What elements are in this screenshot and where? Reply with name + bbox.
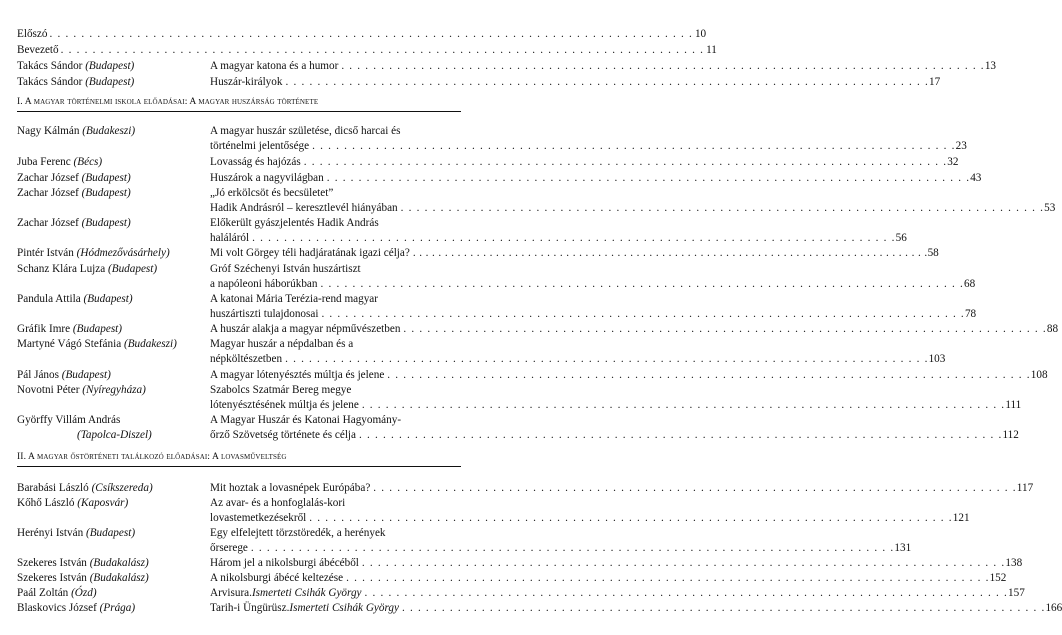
entry-title — [210, 322, 1059, 336]
dot-leader: . . . . . . . . . . . . . . . . . . . . . . . . . . . . . . . . . . . . . . . . . . . . . . . . . . . . . . . . . . . . . . . . . . . . . . . . . . . . . . . . . — [401, 602, 1046, 614]
dot-leader: . . . . . . . . . . . . . . . . . . . . . . . . . . . . . . . . . . . . . . . . . . . . . . . . . . . . . . . . . . . . . . . . . . . . . . . . . . . . . . . . . — [361, 557, 1006, 569]
author-location: (Nyíregyháza) — [82, 384, 146, 396]
author-name: Nagy Kálmán — [17, 125, 80, 137]
entry-author — [17, 526, 135, 540]
author-name: Gráfik Imre — [17, 323, 71, 335]
entry-author — [17, 75, 134, 89]
section-rule — [17, 111, 461, 112]
dot-leader: . . . . . . . . . . . . . . . . . . . . . . . . . . . . . . . . . . . . . . . . . . . . . . . . . . . . . . . . . . . . . . . . . . . . . . . . . . . . . . . . . — [326, 172, 971, 184]
entry-title — [210, 231, 907, 245]
title-reviewer: Ismerteti Csihák György — [251, 587, 362, 599]
entry-title — [210, 556, 1023, 570]
entry-title — [210, 526, 461, 540]
author-name: Pandula Attila — [17, 293, 81, 305]
title-text: népköltészetben — [210, 353, 283, 365]
title-text: A magyar huszár születése, dicső harcai és — [210, 125, 401, 137]
toc-entry — [17, 571, 1007, 585]
author-name: Szekeres István — [17, 557, 87, 569]
entry-title — [210, 337, 461, 351]
author-name: Kőhő László — [17, 497, 75, 509]
toc-entry — [17, 496, 461, 510]
dot-leader: . . . . . . . . . . . . . . . . . . . . . . . . . . . . . . . . . . . . . . . . . . . . . . . . . . . . . . . . . . . . . . . . . . . . . . . . . . . . . . . . . — [309, 512, 953, 524]
entry-author — [17, 571, 149, 585]
toc-entry-cont — [17, 307, 977, 321]
entry-author — [17, 246, 170, 260]
author-name: Zachar József — [17, 187, 79, 199]
author-name: Blaskovics József — [17, 602, 97, 614]
entry-title — [210, 277, 976, 291]
author-name: Herényi István — [17, 527, 84, 539]
title-text: Mi volt Görgey téli hadjáratának igazi célja? — [210, 247, 410, 259]
author-location: (Budapest) — [81, 187, 131, 199]
page-number: 68 — [964, 278, 976, 290]
entry-author — [17, 337, 177, 351]
entry-title — [210, 601, 1062, 615]
entry-title — [210, 216, 461, 230]
page-number: 56 — [895, 232, 907, 244]
toc-entry-cont — [17, 511, 970, 525]
toc-entry — [17, 186, 461, 200]
toc-entry — [17, 124, 461, 138]
entry-author — [17, 59, 134, 73]
page-number: 11 — [706, 44, 717, 56]
toc-entry — [17, 262, 461, 276]
entry-author — [17, 27, 707, 41]
page-number: 88 — [1046, 323, 1059, 335]
page-number: 78 — [964, 308, 977, 320]
entry-author-location — [17, 428, 152, 442]
page-number: 23 — [955, 140, 967, 152]
dot-leader: . . . . . . . . . . . . . . . . . . . . . . . . . . . . . . . . . . . . . . . . . . . . . . . . . . . . . . . . . . . . . . . . . . . . . . . . . . . . . . . . . — [403, 323, 1047, 335]
dot-leader: . . . . . . . . . . . . . . . . . . . . . . . . . . . . . . . . . . . . . . . . . . . . . . . . . . . . . . . . . . . . . . . . . . . . . . . . . . . . . . . . . — [364, 587, 1009, 599]
author-name: Takács Sándor — [17, 76, 83, 88]
title-text: Huszár-királyok — [210, 76, 283, 88]
entry-author — [17, 481, 153, 495]
entry-author — [17, 171, 131, 185]
entry-title — [210, 307, 977, 321]
title-text: őrző Szövetség története és célja — [210, 429, 356, 441]
dot-leader: . . . . . . . . . . . . . . . . . . . . . . . . . . . . . . . . . . . . . . . . . . . . . . . . . . . . . . . . . . . . . . . . . . . . . . . . . . . . . . . . . — [341, 60, 985, 72]
entry-title — [210, 262, 461, 276]
dot-leader: . . . . . . . . . . . . . . . . . . . . . . . . . . . . . . . . . . . . . . . . . . . . . . . . . . . . . . . . . . . . . . . . . . . . . . . . . . . . . . . . . — [49, 28, 693, 40]
dot-leader: . . . . . . . . . . . . . . . . . . . . . . . . . . . . . . . . . . . . . . . . . . . . . . . . . . . . . . . . . . . . . . . . . . . . . . . . . . . . . . . . . — [285, 76, 929, 88]
title-text: A huszár alakja a magyar népművészetben — [210, 323, 401, 335]
author-name: Pál János — [17, 369, 59, 381]
toc-entry-cont — [17, 277, 976, 291]
title-text: Tarih-i Üngürüsz. — [210, 602, 290, 614]
dot-leader: . . . . . . . . . . . . . . . . . . . . . . . . . . . . . . . . . . . . . . . . . . . . . . . . . . . . . . . . . . . . . . . . . . . . . . . . . . . . . . . . . — [412, 247, 928, 259]
section-rule — [17, 466, 461, 467]
toc-entry — [17, 383, 461, 397]
page-number: 117 — [1016, 482, 1034, 494]
title-text: Egy elfelejtett törzstöredék, a herények — [210, 527, 386, 539]
author-location: (Tapolca-Diszel) — [77, 429, 152, 441]
title-text: Lovasság és hajózás — [210, 156, 301, 168]
entry-title — [210, 246, 939, 260]
title-text: A nikolsburgi ábécé keltezése — [210, 572, 344, 584]
entry-author — [17, 601, 135, 615]
author-name: Zachar József — [17, 217, 79, 229]
toc-entry — [17, 337, 461, 351]
title-text: A magyar katona és a humor — [210, 60, 339, 72]
page-number: 138 — [1005, 557, 1023, 569]
entry-title — [210, 383, 461, 397]
title-text: lótenyésztésének múltja és jelene — [210, 399, 359, 411]
title-text: Szabolcs Szatmár Bereg megye — [210, 384, 352, 396]
title-text: Huszárok a nagyvilágban — [210, 172, 324, 184]
toc-entry — [17, 601, 1062, 615]
dot-leader: . . . . . . . . . . . . . . . . . . . . . . . . . . . . . . . . . . . . . . . . . . . . . . . . . . . . . . . . . . . . . . . . . . . . . . . . . . . . . . . . . — [60, 44, 705, 56]
page-number: 157 — [1008, 587, 1025, 599]
author-name: Novotni Péter — [17, 384, 80, 396]
page-number: 112 — [1002, 429, 1019, 441]
page-number: 10 — [694, 28, 707, 40]
dot-leader: . . . . . . . . . . . . . . . . . . . . . . . . . . . . . . . . . . . . . . . . . . . . . . . . . . . . . . . . . . . . . . . . . . . . . . . . . . . . . . . . . — [359, 429, 1003, 441]
author-name: Paál Zoltán — [17, 587, 69, 599]
author-location: (Csíkszereda) — [91, 482, 153, 494]
author-location: (Budapest) — [108, 263, 158, 275]
entry-title — [210, 496, 461, 510]
toc-entry — [17, 246, 939, 260]
author-name: Barabási László — [17, 482, 89, 494]
entry-author — [17, 43, 717, 57]
author-name: Pintér István — [17, 247, 74, 259]
title-text: Az avar- és a honfoglalás-kori — [210, 497, 346, 509]
entry-title — [210, 511, 970, 525]
title-text: huszártiszti tulajdonosai — [210, 308, 319, 320]
entry-title — [210, 139, 967, 153]
author-location: (Kaposvár) — [77, 497, 129, 509]
dot-leader: . . . . . . . . . . . . . . . . . . . . . . . . . . . . . . . . . . . . . . . . . . . . . . . . . . . . . . . . . . . . . . . . . . . . . . . . . . . . . . . . . — [252, 232, 896, 244]
author-location: (Budakalász) — [89, 572, 149, 584]
toc-entry-cont — [17, 398, 1022, 412]
title-reviewer: Ismerteti Csihák György — [289, 602, 399, 614]
toc-entry — [17, 526, 461, 540]
entry-title — [210, 428, 1019, 442]
entry-title — [210, 292, 461, 306]
toc-entry — [17, 155, 959, 169]
page-number: 111 — [1005, 399, 1022, 411]
title-text: A katonai Mária Terézia-rend magyar — [210, 293, 378, 305]
entry-author — [17, 262, 157, 276]
author-name: Juba Ferenc — [17, 156, 71, 168]
toc-entry — [17, 43, 717, 57]
entry-title — [210, 586, 1025, 600]
page-number: 166 — [1045, 602, 1062, 614]
title-text: őrserege — [210, 542, 248, 554]
author-location: (Budapest) — [83, 293, 133, 305]
section-heading: II. A magyar őstörténeti találkozó előadásai: A lovasműveltség — [17, 451, 287, 462]
toc-entry — [17, 171, 982, 185]
author-location: (Budapest) — [61, 369, 111, 381]
entry-title — [210, 201, 1056, 215]
toc-entry-cont — [17, 231, 907, 245]
author-location: (Budakeszi) — [123, 338, 177, 350]
title-text: Arvisura. — [210, 587, 252, 599]
entry-title — [210, 75, 941, 89]
toc-entry — [17, 413, 461, 427]
author-location: (Budapest) — [81, 172, 131, 184]
toc-entry-cont — [17, 352, 946, 366]
author-name: Bevezető — [17, 44, 59, 56]
dot-leader: . . . . . . . . . . . . . . . . . . . . . . . . . . . . . . . . . . . . . . . . . . . . . . . . . . . . . . . . . . . . . . . . . . . . . . . . . . . . . . . . . — [321, 308, 965, 320]
entry-author — [17, 413, 120, 427]
dot-leader: . . . . . . . . . . . . . . . . . . . . . . . . . . . . . . . . . . . . . . . . . . . . . . . . . . . . . . . . . . . . . . . . . . . . . . . . . . . . . . . . . — [250, 542, 895, 554]
entry-author — [17, 155, 102, 169]
page-number: 131 — [894, 542, 912, 554]
entry-title — [210, 481, 1034, 495]
author-name: Györffy Villám András — [17, 414, 121, 426]
toc-entry — [17, 292, 461, 306]
author-name: Előszó — [17, 28, 48, 40]
toc-entry-cont — [17, 541, 912, 555]
page-number: 108 — [1030, 369, 1048, 381]
title-text: A Magyar Huszár és Katonai Hagyomány- — [210, 414, 402, 426]
entry-title — [210, 368, 1048, 382]
toc-entry — [17, 75, 941, 89]
entry-title — [210, 571, 1007, 585]
entry-title — [210, 413, 461, 427]
entry-title — [210, 352, 946, 366]
entry-author — [17, 383, 146, 397]
author-location: (Prága) — [99, 602, 136, 614]
author-location: (Budapest) — [85, 76, 135, 88]
toc-entry — [17, 322, 1059, 336]
author-name: Takács Sándor — [17, 60, 83, 72]
entry-author — [17, 292, 133, 306]
title-text: a napóleoni háborúkban — [210, 278, 318, 290]
toc-entry — [17, 27, 707, 41]
toc-entry — [17, 368, 1048, 382]
entry-title — [210, 59, 996, 73]
entry-title — [210, 398, 1022, 412]
dot-leader: . . . . . . . . . . . . . . . . . . . . . . . . . . . . . . . . . . . . . . . . . . . . . . . . . . . . . . . . . . . . . . . . . . . . . . . . . . . . . . . . . — [303, 156, 948, 168]
author-location: (Budapest) — [81, 217, 131, 229]
toc-entry — [17, 586, 1025, 600]
entry-author — [17, 124, 135, 138]
entry-author — [17, 322, 122, 336]
title-text: történelmi jelentősége — [210, 140, 310, 152]
title-text: „Jó erkölcsöt és becsületet” — [210, 187, 334, 199]
section-heading: I. A magyar történelmi iskola előadásai: A magyar huszárság története — [17, 96, 319, 107]
title-text: haláláról — [210, 232, 250, 244]
entry-author — [17, 496, 128, 510]
title-text: lovastemetkezésekről — [210, 512, 307, 524]
author-location: (Budapest) — [72, 323, 123, 335]
page-number: 13 — [984, 60, 996, 72]
toc-entry-cont — [17, 139, 967, 153]
page-number: 121 — [952, 512, 970, 524]
page-number: 58 — [927, 247, 939, 259]
dot-leader: . . . . . . . . . . . . . . . . . . . . . . . . . . . . . . . . . . . . . . . . . . . . . . . . . . . . . . . . . . . . . . . . . . . . . . . . . . . . . . . . . — [373, 482, 1017, 494]
author-location: (Ózd) — [71, 587, 97, 599]
toc-entry — [17, 216, 461, 230]
entry-title — [210, 171, 982, 185]
author-location: (Bécs) — [73, 156, 103, 168]
title-text: A magyar lótenyésztés múltja és jelene — [210, 369, 385, 381]
dot-leader: . . . . . . . . . . . . . . . . . . . . . . . . . . . . . . . . . . . . . . . . . . . . . . . . . . . . . . . . . . . . . . . . . . . . . . . . . . . . . . . . . — [361, 399, 1006, 411]
dot-leader: . . . . . . . . . . . . . . . . . . . . . . . . . . . . . . . . . . . . . . . . . . . . . . . . . . . . . . . . . . . . . . . . . . . . . . . . . . . . . . . . . — [387, 369, 1031, 381]
page-number: 43 — [970, 172, 982, 184]
author-location: (Budakalász) — [89, 557, 149, 569]
entry-title — [210, 124, 461, 138]
entry-title — [210, 541, 912, 555]
entry-title — [210, 186, 461, 200]
dot-leader: . . . . . . . . . . . . . . . . . . . . . . . . . . . . . . . . . . . . . . . . . . . . . . . . . . . . . . . . . . . . . . . . . . . . . . . . . . . . . . . . . — [320, 278, 964, 290]
dot-leader: . . . . . . . . . . . . . . . . . . . . . . . . . . . . . . . . . . . . . . . . . . . . . . . . . . . . . . . . . . . . . . . . . . . . . . . . . . . . . . . . . — [285, 353, 929, 365]
page-number: 53 — [1044, 202, 1056, 214]
title-text: Három jel a nikolsburgi ábécéből — [210, 557, 359, 569]
page-number: 17 — [928, 76, 941, 88]
author-location: (Budakeszi) — [82, 125, 136, 137]
entry-author — [17, 368, 111, 382]
toc-entry-cont — [17, 428, 1019, 442]
title-text: Gróf Széchenyi István huszártiszt — [210, 263, 361, 275]
entry-author — [17, 216, 131, 230]
author-name: Schanz Klára Lujza — [17, 263, 106, 275]
title-text: Magyar huszár a népdalban és a — [210, 338, 354, 350]
page-number: 152 — [989, 572, 1007, 584]
author-location: (Hódmezővásárhely) — [76, 247, 170, 259]
dot-leader: . . . . . . . . . . . . . . . . . . . . . . . . . . . . . . . . . . . . . . . . . . . . . . . . . . . . . . . . . . . . . . . . . . . . . . . . . . . . . . . . . — [312, 140, 956, 152]
author-location: (Budapest) — [85, 527, 136, 539]
author-name: Szekeres István — [17, 572, 87, 584]
entry-author — [17, 186, 131, 200]
title-text: Mit hoztak a lovasnépek Európába? — [210, 482, 371, 494]
dot-leader: . . . . . . . . . . . . . . . . . . . . . . . . . . . . . . . . . . . . . . . . . . . . . . . . . . . . . . . . . . . . . . . . . . . . . . . . . . . . . . . . . — [400, 202, 1045, 214]
toc-entry — [17, 59, 996, 73]
page-number: 103 — [928, 353, 946, 365]
page-number: 32 — [947, 156, 959, 168]
author-name: Zachar József — [17, 172, 79, 184]
title-text: Előkerült gyászjelentés Hadik András — [210, 217, 379, 229]
title-text: Hadik Andrásról – keresztlevél hiányában — [210, 202, 398, 214]
entry-title — [210, 155, 959, 169]
entry-author — [17, 586, 97, 600]
dot-leader: . . . . . . . . . . . . . . . . . . . . . . . . . . . . . . . . . . . . . . . . . . . . . . . . . . . . . . . . . . . . . . . . . . . . . . . . . . . . . . . . . — [346, 572, 990, 584]
author-location: (Budapest) — [85, 60, 135, 72]
toc-entry — [17, 481, 1034, 495]
toc-entry-cont — [17, 201, 1056, 215]
author-name: Martyné Vágó Stefánia — [17, 338, 122, 350]
toc-entry — [17, 556, 1023, 570]
entry-author — [17, 556, 149, 570]
